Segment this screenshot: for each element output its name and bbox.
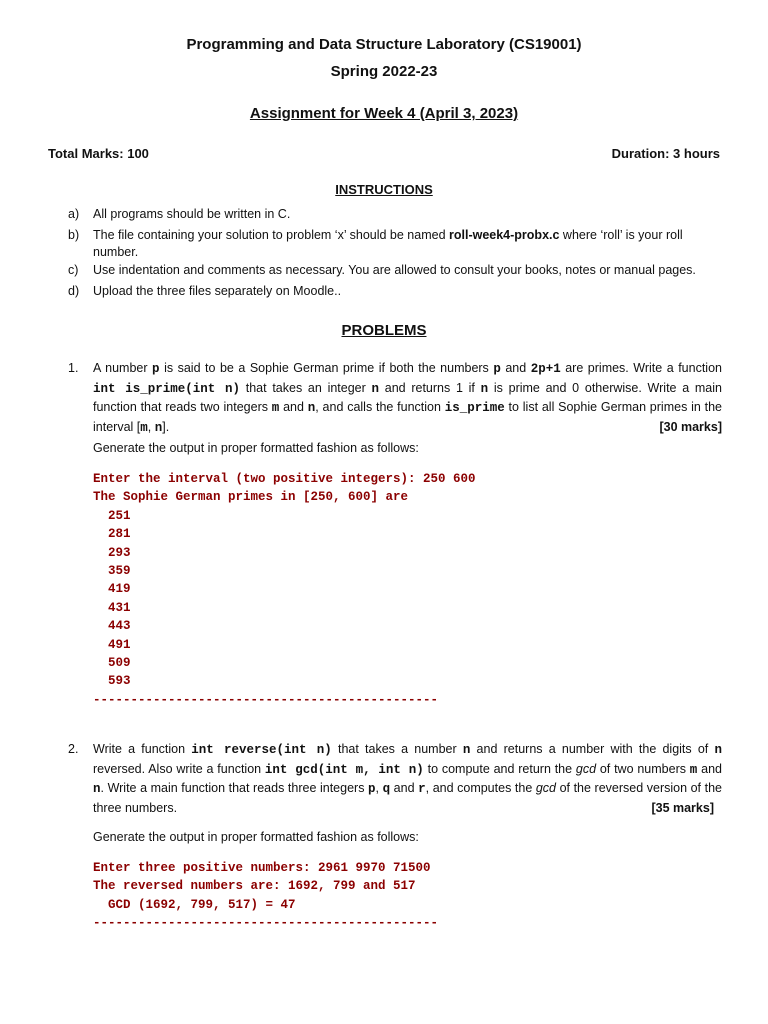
problem-2-statement: 2. Write a function int reverse(int n) that takes a number n and returns a number with the digits of n reversed. Also write a function int gcd(int m, int n) to compute and return the gcd of two numbers m and n. Write a main function that reads three integers p, q and r, and computes the gcd of the reversed version of the three numbers. [35 marks] xyxy=(68,740,722,817)
problem-2-generate-text: Generate the output in proper formatted fashion as follows: xyxy=(93,830,419,844)
course-title: Programming and Data Structure Laboratory (CS19001) xyxy=(186,36,582,53)
instruction-label: c) xyxy=(68,263,79,277)
instruction-label: d) xyxy=(68,284,80,298)
problem-1-sample-output: Enter the interval (two positive integers): 250 600 The Sophie German primes in [250, 600] are 251 281 293 359 419 431 443 491 509 593 ---------------------------------------------- xyxy=(93,472,476,707)
problem-number: 2. xyxy=(68,742,79,756)
instruction-label: b) xyxy=(68,228,80,242)
marks-duration-row xyxy=(48,146,720,161)
filename: roll-week4-probx.c xyxy=(449,228,560,242)
instruction-item xyxy=(68,283,728,300)
instruction-item xyxy=(68,206,728,223)
instruction-item xyxy=(68,227,728,261)
total-marks: Total Marks: 100 xyxy=(48,146,149,161)
problem-1-statement: 1. A number p is said to be a Sophie German prime if both the numbers p and 2p+1 are primes. Write a function int is_prime(int n) that takes an integer n and returns 1 if n is prime and 0 otherwise. Write a main function that reads two integers m and n, and calls the function is_prime to list all Sophie German primes in the interval [m, n]. [30 marks] xyxy=(68,361,723,435)
problem-1-marks: [30 marks] xyxy=(659,419,722,434)
duration: Duration: 3 hours xyxy=(611,146,720,161)
problem-2-marks: [35 marks] xyxy=(651,800,714,815)
instruction-text: Upload the three files separately on Moodle.. xyxy=(93,284,342,298)
instruction-label: a) xyxy=(68,207,80,221)
problem-number: 1. xyxy=(68,361,79,375)
instruction-text: The file containing your solution to problem ‘x’ should be named roll-week4-probx.c where ‘roll’ is your roll number. xyxy=(93,228,683,259)
instruction-text: All programs should be written in C. xyxy=(93,207,291,221)
problem-1-generate-text: Generate the output in proper formatted fashion as follows: xyxy=(93,441,419,455)
problem-2-sample-output: Enter three positive numbers: 2961 9970 71500 The reversed numbers are: 1692, 799 and 517 GCD (1692, 799, 517) = 47 ---------------------------------------------- xyxy=(93,861,439,931)
instruction-text: Use indentation and comments as necessary. You are allowed to consult your books, notes or manual pages. xyxy=(93,263,696,277)
instruction-item xyxy=(68,262,728,279)
semester: Spring 2022-23 xyxy=(330,63,438,80)
instructions-title: INSTRUCTIONS xyxy=(335,182,433,197)
assignment-title: Assignment for Week 4 (April 3, 2023) xyxy=(249,105,519,122)
problems-title: PROBLEMS xyxy=(341,322,427,339)
